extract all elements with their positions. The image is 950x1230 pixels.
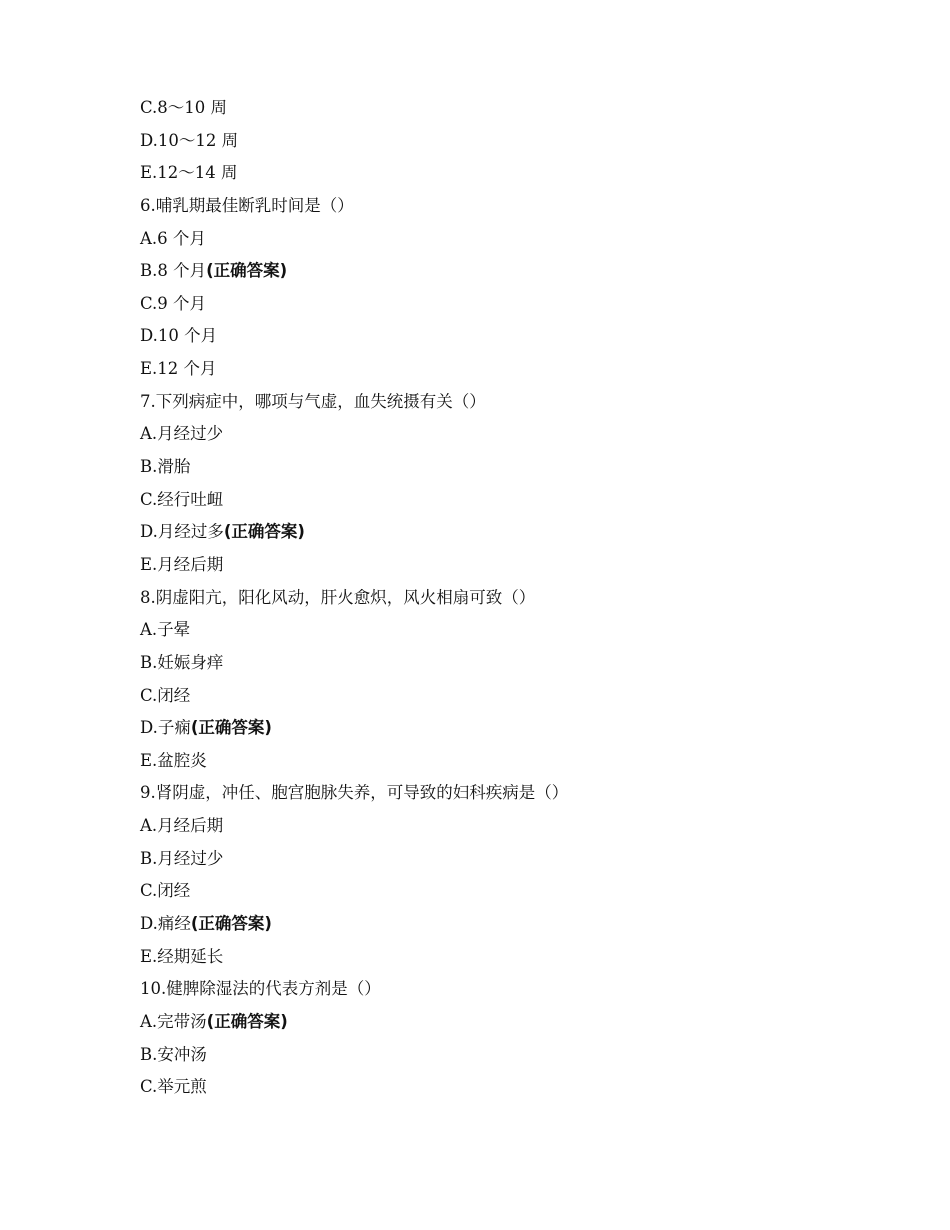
line-text: B.妊娠身痒 [140, 652, 224, 672]
text-line [140, 484, 840, 517]
line-text: 8.阴虚阳亢，阳化风动，肝火愈炽，风火相扇可致（） [140, 587, 536, 607]
text-line [140, 908, 840, 941]
line-text: E.12～14 周 [140, 163, 238, 183]
text-line [140, 843, 840, 876]
text-line [140, 647, 840, 680]
line-text: 9.肾阴虚，冲任、胞宫胞脉失养，可导致的妇科疾病是（） [140, 783, 569, 803]
line-text: D.痛经 [140, 914, 191, 934]
answer-mark: (正确答案) [206, 261, 288, 281]
document-page [140, 92, 840, 1104]
text-line [140, 157, 840, 190]
line-text: B.8 个月 [140, 261, 207, 281]
line-text: C.经行吐衄 [140, 489, 224, 509]
text-line [140, 745, 840, 778]
line-text: B.安冲汤 [140, 1044, 207, 1064]
text-line [140, 255, 840, 288]
line-text: 6.哺乳期最佳断乳时间是（） [140, 195, 354, 215]
line-text: E.盆腔炎 [140, 750, 207, 770]
line-text: A.完带汤 [140, 1011, 207, 1031]
line-text: E.月经后期 [140, 554, 224, 574]
text-line [140, 353, 840, 386]
question-line [140, 777, 840, 810]
question-line [140, 582, 840, 615]
text-line [140, 875, 840, 908]
line-text: 7.下列病症中，哪项与气虚，血失统摄有关（） [140, 391, 486, 411]
text-line [140, 614, 840, 647]
text-line [140, 125, 840, 158]
text-line [140, 418, 840, 451]
text-line [140, 549, 840, 582]
line-text: B.月经过少 [140, 848, 224, 868]
line-text: E.经期延长 [140, 946, 224, 966]
line-text: C.举元煎 [140, 1077, 207, 1097]
line-text: A.6 个月 [140, 228, 206, 248]
answer-mark: (正确答案) [190, 914, 272, 934]
text-line [140, 1039, 840, 1072]
text-line [140, 320, 840, 353]
line-text: D.月经过多 [140, 522, 224, 542]
line-text: A.月经过少 [140, 424, 224, 444]
text-line [140, 288, 840, 321]
text-line [140, 712, 840, 745]
answer-mark: (正确答案) [223, 522, 305, 542]
line-text: D.10 个月 [140, 326, 218, 346]
answer-mark: (正确答案) [206, 1011, 288, 1031]
line-text: A.子晕 [140, 620, 191, 640]
line-text: C.8～10 周 [140, 98, 228, 117]
text-line [140, 516, 840, 549]
text-line [140, 941, 840, 974]
line-text: C.闭经 [140, 881, 191, 901]
line-text: 10.健脾除湿法的代表方剂是（） [140, 979, 381, 999]
question-line [140, 190, 840, 223]
line-text: A.月经后期 [140, 816, 224, 836]
answer-mark: (正确答案) [190, 718, 272, 738]
line-text: D.子痫 [140, 718, 191, 738]
text-line [140, 810, 840, 843]
text-line [140, 1071, 840, 1104]
line-text: C.闭经 [140, 685, 191, 705]
question-line [140, 386, 840, 419]
text-line [140, 451, 840, 484]
question-line [140, 973, 840, 1006]
text-line [140, 680, 840, 713]
line-text: C.9 个月 [140, 293, 207, 313]
text-line [140, 1006, 840, 1039]
text-line [140, 223, 840, 256]
line-text: E.12 个月 [140, 359, 217, 379]
line-text: D.10～12 周 [140, 130, 239, 150]
line-text: B.滑胎 [140, 457, 191, 477]
text-line [140, 92, 840, 125]
